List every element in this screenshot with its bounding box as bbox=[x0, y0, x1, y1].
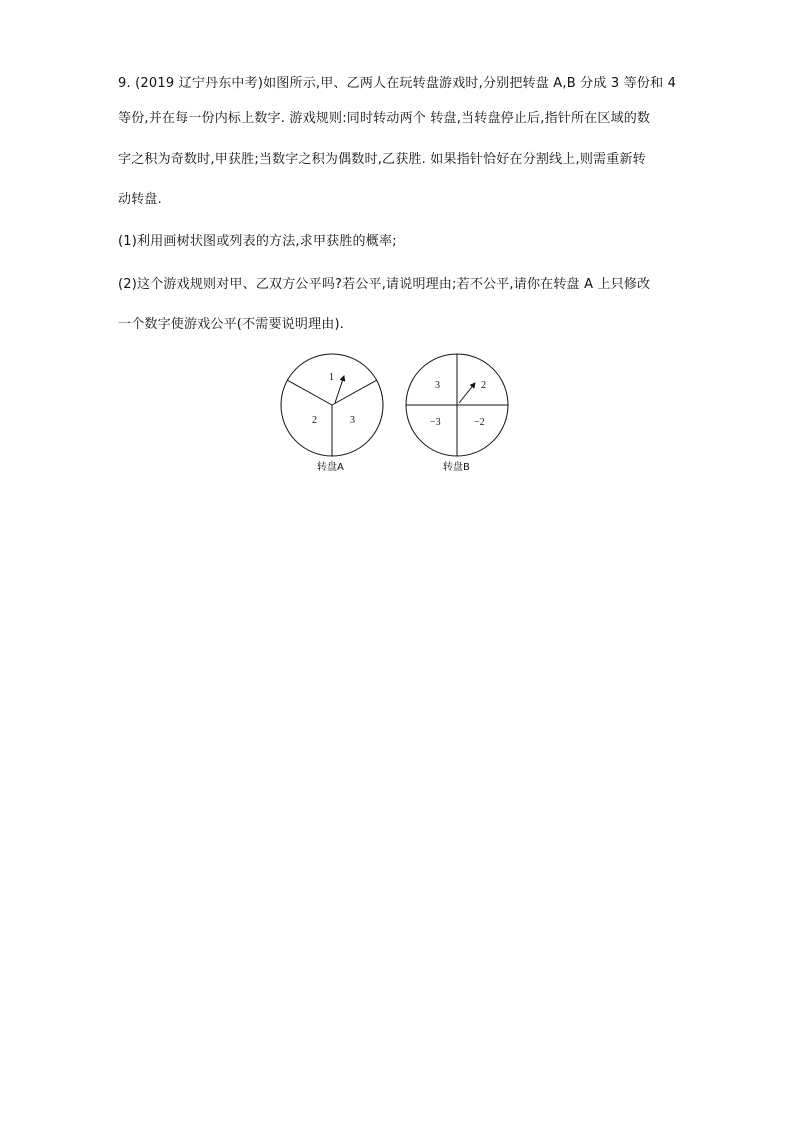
sub-question-2-line-2: 一个数字使游戏公平(不需要说明理由). bbox=[118, 317, 345, 332]
question-line-1: 9. (2019 辽宁丹东中考)如图所示,甲、乙两人在玩转盘游戏时,分别把转盘 A,B 分成 3 等份和 4 bbox=[118, 76, 677, 91]
spinner-a-divider-left bbox=[287, 380, 332, 405]
question-line-3: 字之积为奇数时,甲获胜;当数字之积为偶数时,乙获胜. 如果指针恰好在分割线上,则需重新转 bbox=[118, 152, 646, 167]
spinners-svg bbox=[278, 350, 518, 476]
spinners-figure bbox=[278, 350, 518, 476]
spinner-a-caption: 转盘A bbox=[317, 462, 344, 473]
spinner-b bbox=[406, 354, 508, 473]
spinner-b-section-top-left: 3 bbox=[435, 380, 440, 391]
spinner-a-section-1: 1 bbox=[329, 372, 334, 383]
question-line-4: 动转盘. bbox=[118, 192, 162, 207]
question-line-2: 等份,并在每一份内标上数字. 游戏规则:同时转动两个 转盘,当转盘停止后,指针所在区域的数 bbox=[118, 111, 651, 126]
spinner-a-section-2: 2 bbox=[312, 415, 317, 426]
spinner-b-section-top-right: 2 bbox=[481, 380, 486, 391]
spinner-a-section-3: 3 bbox=[350, 415, 355, 426]
spinner-b-section-bottom-right: −2 bbox=[474, 417, 485, 428]
sub-question-2-line-1: (2)这个游戏规则对甲、乙双方公平吗?若公平,请说明理由;若不公平,请你在转盘 A 上只修改 bbox=[118, 277, 651, 292]
spinner-b-caption: 转盘B bbox=[443, 462, 470, 473]
spinner-a bbox=[281, 354, 383, 473]
spinner-b-pointer bbox=[459, 383, 475, 403]
spinner-b-section-bottom-left: −3 bbox=[430, 417, 441, 428]
sub-question-1: (1)利用画树状图或列表的方法,求甲获胜的概率; bbox=[118, 234, 397, 249]
